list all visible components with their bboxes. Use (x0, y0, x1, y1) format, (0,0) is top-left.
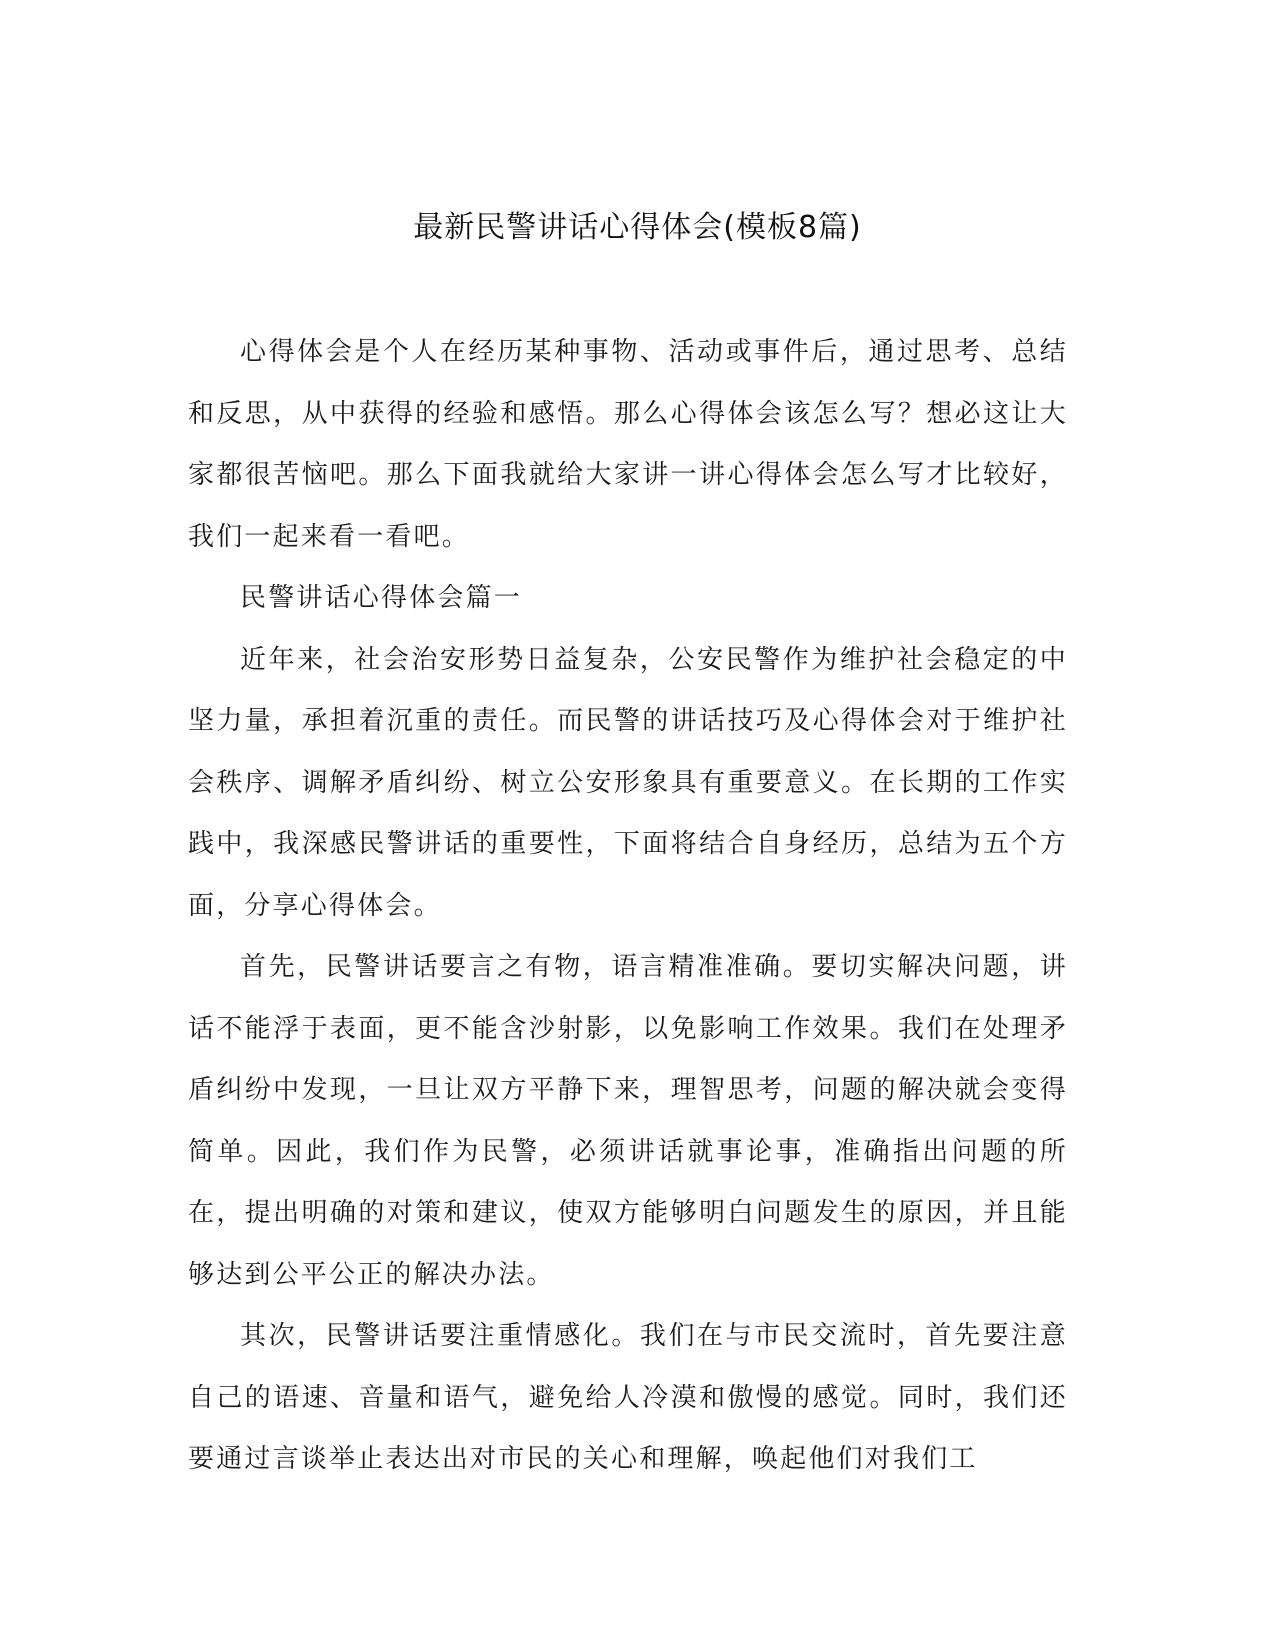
intro-paragraph: 心得体会是个人在经历某种事物、活动或事件后，通过思考、总结和反思，从中获得的经验和感悟。那么心得体会该怎么写？想必这让大家都很苦恼吧。那么下面我就给大家讲一讲心得体会怎么写才比较好，我们一起来看一看吧。 (188, 337, 1068, 552)
document-title: 最新民警讲话心得体会(模板8篇) (413, 210, 862, 245)
body-paragraph: 其次，民警讲话要注重情感化。我们在与市民交流时，首先要注意自己的语速、音量和语气，避免给人冷漠和傲慢的感觉。同时，我们还要通过言谈举止表达出对市民的关心和理解，唤起他们对我们工 (188, 1321, 1068, 1474)
body-paragraph: 近年来，社会治安形势日益复杂，公安民警作为维护社会稳定的中坚力量，承担着沉重的责任。而民警的讲话技巧及心得体会对于维护社会秩序、调解矛盾纠纷、树立公安形象具有重要意义。在长期的工作实践中，我深感民警讲话的重要性，下面将结合自身经历，总结为五个方面，分享心得体会。 (188, 644, 1068, 921)
document-body (188, 322, 1068, 1491)
section-heading: 民警讲话心得体会篇一 (240, 583, 523, 613)
body-paragraph: 首先，民警讲话要言之有物，语言精准准确。要切实解决问题，讲话不能浮于表面，更不能含沙射影，以免影响工作效果。我们在处理矛盾纠纷中发现，一旦让双方平静下来，理智思考，问题的解决就会变得简单。因此，我们作为民警，必须讲话就事论事，准确指出问题的所在，提出明确的对策和建议，使双方能够明白问题发生的原因，并且能够达到公平公正的解决办法。 (188, 952, 1068, 1290)
